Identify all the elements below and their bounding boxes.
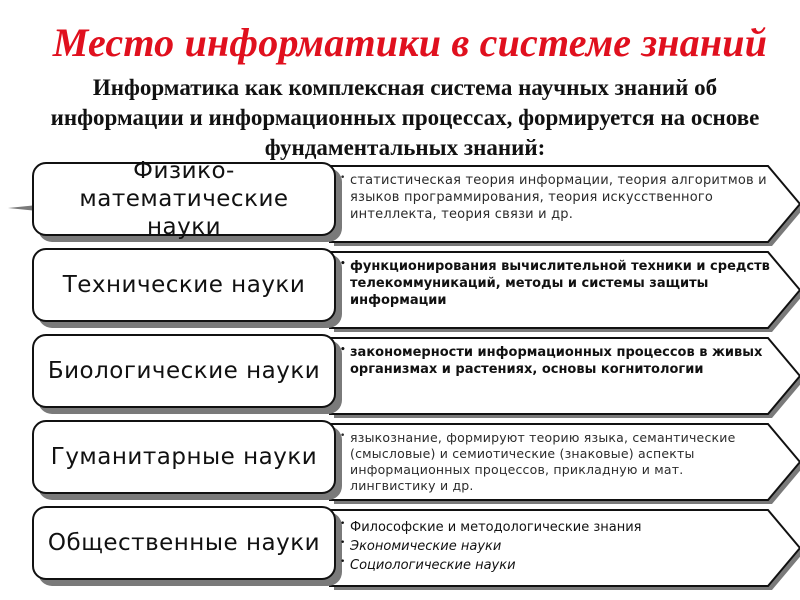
description-line bbox=[340, 172, 770, 223]
diagram-row-physmath bbox=[0, 160, 800, 248]
description-line bbox=[340, 258, 770, 309]
description-technical bbox=[340, 258, 770, 309]
intro-text: Информатика как комплексная система научных знаний об информации и информационных процессах, формируется на основе фундаментальных знаний: bbox=[50, 75, 760, 160]
page-title: Место информатики в системе знаний bbox=[52, 20, 768, 65]
description-text: функционирования вычислительной техники и средств телекоммуникаций, методы и системы защиты информации bbox=[350, 259, 770, 308]
description-humanities bbox=[340, 430, 770, 494]
description-social bbox=[340, 518, 770, 575]
description-text: Экономические науки bbox=[350, 539, 502, 554]
description-line bbox=[340, 556, 770, 575]
bullet-icon: • bbox=[340, 557, 346, 567]
diagram-row-biological bbox=[0, 332, 800, 420]
description-text: Философские и методологические знания bbox=[350, 520, 642, 535]
description-physmath bbox=[340, 172, 770, 223]
description-text: языкознание, формируют теорию языка, семантические (смысловые) и семиотические (знаковые) аспекты информационных процессов, прикладную и мат. лингвистику и др. bbox=[350, 430, 736, 493]
description-line bbox=[340, 430, 770, 494]
description-text: закономерности информационных процессов в живых организмах и растениях, основы когнитологии bbox=[350, 345, 763, 377]
description-line bbox=[340, 537, 770, 556]
bullet-icon: • bbox=[340, 431, 346, 441]
bullet-icon: • bbox=[340, 259, 346, 269]
category-box-physmath: Физико-математические науки bbox=[32, 162, 336, 236]
bullet-icon: • bbox=[340, 519, 346, 529]
category-box-technical: Технические науки bbox=[32, 248, 336, 322]
diagram-row-social bbox=[0, 504, 800, 592]
category-box-social: Общественные науки bbox=[32, 506, 336, 580]
description-text: Социологические науки bbox=[350, 558, 516, 573]
description-line bbox=[340, 518, 770, 537]
diagram-row-humanities bbox=[0, 418, 800, 506]
description-line bbox=[340, 344, 770, 378]
description-biological bbox=[340, 344, 770, 378]
description-text: статистическая теория информации, теория алгоритмов и языков программирования, теория искусственного интеллекта, теория связи и др. bbox=[350, 173, 767, 222]
category-box-biological: Биологические науки bbox=[32, 334, 336, 408]
intro-text-block bbox=[30, 73, 780, 163]
bullet-icon: • bbox=[340, 345, 346, 355]
category-box-humanities: Гуманитарные науки bbox=[32, 420, 336, 494]
bullet-icon: • bbox=[340, 173, 346, 183]
bullet-icon: • bbox=[340, 538, 346, 548]
diagram-row-technical bbox=[0, 246, 800, 334]
